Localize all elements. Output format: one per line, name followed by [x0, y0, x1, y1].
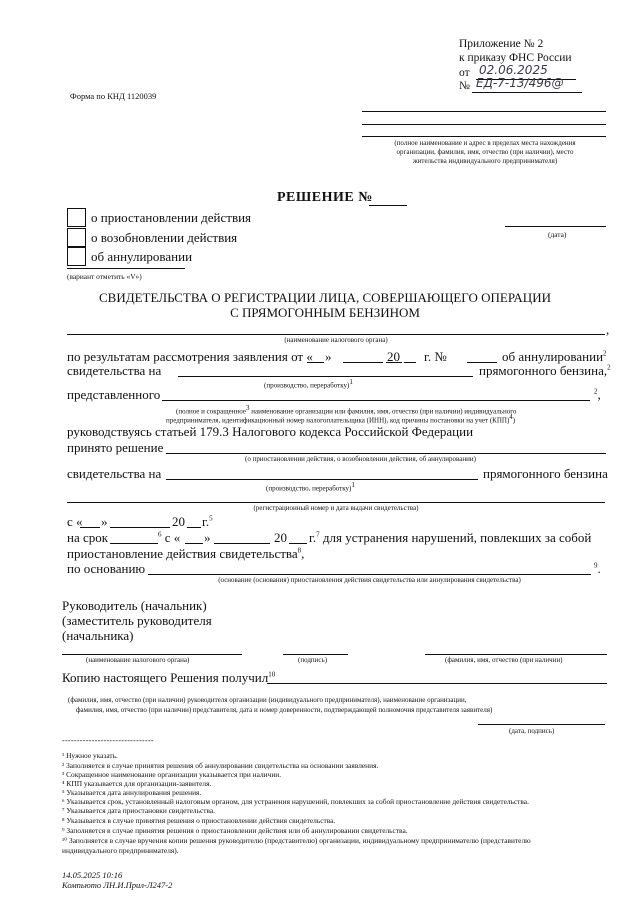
- option-annulment-label: об аннулировании: [91, 249, 193, 264]
- row8-text-a: на срок: [67, 530, 109, 545]
- row9-tail: ,: [301, 546, 305, 561]
- head-line-3: (начальника): [62, 628, 134, 643]
- row7-month-line[interactable]: [110, 527, 170, 528]
- variant-note: (вариант отметить «V»): [67, 272, 142, 281]
- reg-number-line[interactable]: [67, 502, 605, 503]
- row6-text-a: свидетельства на: [67, 466, 162, 481]
- footnote-2: ² Заполняется в случае принятия решения об аннулировании свидетельства на основании заявления.: [62, 761, 379, 770]
- checkbox-resumption[interactable]: [67, 228, 86, 247]
- production-caption: (производство, переработку): [264, 381, 350, 390]
- footnote-3: ³ Сокращенное наименование организации указывается при наличии.: [62, 770, 282, 779]
- row2-sup: 2: [607, 363, 611, 372]
- head-line-2: (заместитель руководителя: [62, 613, 212, 628]
- option-suspension-label: о приостановлении действия: [91, 210, 252, 225]
- footnote-8: ⁸ Указывается в случае принятия решения о приостановлении действия свидетельства.: [62, 816, 336, 825]
- row1-text-e: об аннулировании: [502, 349, 604, 364]
- row8-text-d: 20: [274, 530, 287, 545]
- row1-year-line[interactable]: [404, 362, 416, 363]
- row8-text-c: »: [204, 530, 211, 545]
- row3-text-a: представленного: [67, 387, 161, 402]
- addressee-line-1[interactable]: [362, 111, 606, 112]
- appendix-label: Приложение № 2: [459, 38, 544, 50]
- order-number-prefix: №: [459, 80, 470, 92]
- row8-month-line[interactable]: [214, 543, 270, 544]
- footnote-7: ⁷ Указывается дата приостановки свидетельства.: [62, 806, 216, 815]
- decision-title: РЕШЕНИЕ №: [277, 190, 373, 205]
- form-code: Форма по КНД 1120039: [70, 91, 157, 101]
- row8-term-line[interactable]: [110, 543, 158, 544]
- addressee-caption-2: организации, фамилия, имя, отчество (при наличии), место: [396, 148, 574, 156]
- decision-number-line[interactable]: [369, 205, 407, 206]
- row7-text-d: г.: [202, 514, 210, 529]
- row10-tail: .: [597, 561, 601, 576]
- row3-sup: 2: [594, 387, 598, 396]
- row5-text: принято решение: [67, 440, 164, 455]
- row8-text-e: г.: [309, 530, 317, 545]
- row9-text: приостановление действия свидетельства: [67, 546, 298, 561]
- copy-date-line[interactable]: [478, 724, 605, 725]
- footnote-5: ⁵ Указывается дата аннулирования решения.: [62, 788, 202, 797]
- production-caption-sup: 1: [349, 378, 353, 386]
- row1-year-underline: [386, 362, 402, 363]
- row10-sup: 9: [594, 561, 598, 570]
- tax-organ-caption: (наименование налогового органа): [284, 336, 388, 344]
- org-caption-1: (полное и сокращенное: [176, 407, 246, 416]
- option-resumption-label: о возобновлении действия: [91, 230, 238, 245]
- head-line-1: Руководитель (начальник): [62, 598, 207, 613]
- row7-text-b: »: [101, 514, 108, 529]
- tax-organ-comma: ,: [606, 322, 610, 337]
- row2-production-line[interactable]: [178, 376, 473, 377]
- copy-text: Копию настоящего Решения получил: [62, 670, 269, 685]
- variant-line: [67, 268, 185, 269]
- row8-text-b: с «: [164, 530, 181, 545]
- sign-organ-line[interactable]: [62, 654, 242, 655]
- decision-date-line[interactable]: [505, 226, 606, 227]
- org-caption-3: предпринимателя, идентификационный номер налогоплательщика (ИНН), код причины постановки на учет (КПП): [166, 416, 510, 425]
- copy-caption-1: (фамилия, имя, отчество (при наличии) руководителя организации (индивидуального предпринимателя), наименование организации,: [68, 696, 467, 704]
- row1-month-line[interactable]: [343, 362, 383, 363]
- row6-production-line[interactable]: [166, 479, 478, 480]
- row8-day-line[interactable]: [185, 543, 203, 544]
- addressee-line-2[interactable]: [362, 124, 606, 125]
- row1-text-a: по результатам рассмотрения заявления от «: [67, 349, 313, 364]
- sign-organ-caption: (наименование налогового органа): [86, 656, 190, 664]
- decision-date-caption: (дата): [548, 230, 567, 239]
- row1-text-c: 20: [387, 349, 400, 364]
- row4-text: руководствуясь статьей 179.3 Налогового кодекса Российской Федерации: [67, 424, 474, 439]
- row7-sup: 5: [209, 514, 213, 523]
- row8-text-f: для устранения нарушений, повлекших за собой: [322, 530, 592, 545]
- row8-sup1: 6: [158, 530, 162, 539]
- basis-line[interactable]: [148, 574, 591, 575]
- sign-caption: (подпись): [298, 656, 328, 664]
- order-number-line: [472, 92, 582, 93]
- order-date-prefix: от: [459, 67, 470, 79]
- footnote-10-cont: индивидуального предпринимателя).: [62, 846, 179, 855]
- production2-caption: (производство, переработку): [266, 484, 352, 493]
- production2-caption-sup: 1: [351, 481, 355, 489]
- row3-org-line[interactable]: [162, 400, 590, 401]
- checkbox-annulment[interactable]: [67, 247, 86, 266]
- footnote-10: ¹⁰ Заполняется в случае вручения копии решения руководителю (представителю) организации, индивидуальному предпринимателю (представителю: [62, 836, 531, 845]
- org-caption-sup2: 4: [509, 413, 513, 421]
- footnote-6: ⁶ Указывается срок, установленный налоговым органом, для устранения нарушений, повлекших за собой приостановление действия свидетельства.: [62, 797, 529, 806]
- row1-sup: 2: [603, 349, 607, 358]
- row2-text-a: свидетельства на: [67, 363, 162, 378]
- sign-fio-caption: (фамилия, имя, отчество (при наличии): [445, 656, 563, 664]
- decision-type-caption: (о приостановлении действия, о возобновлении действия, об аннулировании): [245, 455, 476, 463]
- org-caption-4: ): [512, 416, 516, 425]
- addressee-line-3[interactable]: [362, 136, 606, 137]
- sign-line[interactable]: [283, 654, 348, 655]
- footnote-9: ⁹ Заполняется в случае принятия решения о приостановлении действия или об аннулировании свидетельства.: [62, 826, 408, 835]
- checkbox-suspension[interactable]: [67, 208, 86, 227]
- decision-type-line[interactable]: [166, 453, 606, 454]
- row2-text-b: прямогонного бензина,: [479, 363, 608, 378]
- row9-sup: 8: [297, 546, 302, 555]
- row6-text-b: прямогонного бензина: [483, 466, 608, 481]
- footnote-1: ¹ Нужное указать.: [62, 751, 118, 760]
- order-date-handwritten: 02.06.2025: [479, 63, 548, 77]
- row7-day-line[interactable]: [80, 527, 100, 528]
- copy-sup: 10: [268, 670, 276, 679]
- subtitle-line-1: СВИДЕТЕЛЬСТВА О РЕГИСТРАЦИИ ЛИЦА, СОВЕРШАЮЩЕГО ОПЕРАЦИИ: [99, 290, 551, 305]
- copy-date-caption: (дата, подпись): [509, 727, 555, 735]
- row1-day-line[interactable]: [307, 362, 324, 363]
- row7-text-a: с «: [67, 514, 83, 529]
- addressee-caption-1: (полное наименование и адрес в пределах места нахождения: [394, 139, 576, 147]
- row3-tail: ,: [597, 387, 601, 402]
- footnote-4: ⁴ КПП указывается для организации-заявителя.: [62, 779, 212, 788]
- sign-fio-line[interactable]: [425, 654, 607, 655]
- org-caption-sup: 3: [245, 404, 250, 412]
- row1-text-d: г. №: [424, 349, 447, 364]
- footnote-separator: -------------------------------: [62, 736, 154, 745]
- row7-year-line[interactable]: [187, 527, 201, 528]
- basis-caption: (основание (основания) приостановления действия свидетельства или аннулирования свидетельства): [218, 576, 521, 584]
- row7-text-c: 20: [172, 514, 185, 529]
- tax-organ-line[interactable]: [67, 334, 605, 335]
- order-label: к приказу ФНС России: [459, 52, 572, 64]
- reg-number-caption: (регистрационный номер и дата выдачи свидетельства): [253, 504, 419, 512]
- order-number-handwritten: ЕД-7-13/496@: [476, 76, 564, 90]
- subtitle-line-2: С ПРЯМОГОННЫМ БЕНЗИНОМ: [230, 305, 420, 320]
- addressee-caption-3: жительства индивидуального предпринимателя): [412, 157, 558, 165]
- row10-text: по основанию: [67, 561, 146, 576]
- stamp-document: Компьюто ЛН.И.Прил-Л247-2: [62, 880, 173, 890]
- row8-sup2: 7: [316, 530, 320, 539]
- org-caption-2: наименование организации или фамилия, имя, отчество (при наличии) индивидуального: [251, 407, 517, 416]
- row1-text-b: »: [325, 349, 332, 364]
- copy-caption-2: фамилия, имя, отчество (при наличии) представителя, дата и номер доверенности, подтверждающей полномочия представителя заявителя): [76, 706, 493, 714]
- copy-recipient-line[interactable]: [267, 683, 607, 684]
- stamp-datetime: 14.05.2025 10:16: [62, 870, 123, 880]
- row8-year-line[interactable]: [289, 543, 307, 544]
